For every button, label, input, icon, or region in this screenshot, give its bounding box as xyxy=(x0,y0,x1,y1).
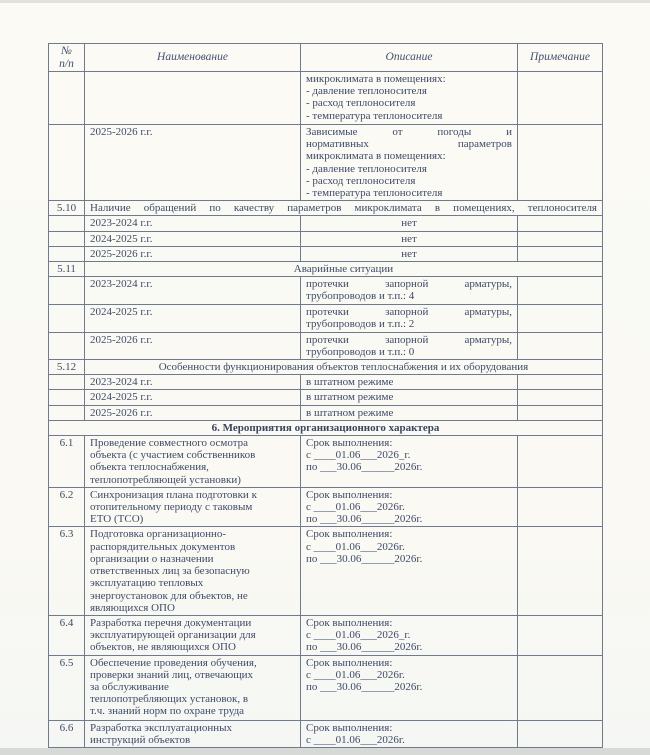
row-number-cell xyxy=(49,231,85,246)
name-cell xyxy=(85,615,301,655)
row-number-cell xyxy=(49,305,85,332)
table-row xyxy=(49,390,603,405)
name-cell xyxy=(85,375,301,390)
table-row xyxy=(49,720,603,747)
column-header-line: № xyxy=(61,45,72,57)
table-row xyxy=(49,216,603,231)
name-line: объекта (с участием собственников xyxy=(90,449,256,462)
description-line: по ___30.06______2026г. xyxy=(306,680,423,693)
table-row xyxy=(49,201,603,216)
table-row xyxy=(49,615,603,655)
table-row xyxy=(49,332,603,359)
section-header-cell: 6. Мероприятия организационного характера xyxy=(49,420,603,435)
row-number-cell: 6.2 xyxy=(49,487,85,527)
row-number-cell: 5.12 xyxy=(49,360,85,375)
description-line: протечки запорной арматуры, xyxy=(306,333,512,346)
description-line: в штатном режиме xyxy=(306,391,394,404)
column-header xyxy=(301,44,518,72)
description-line: с ____01.06___2026г. xyxy=(306,501,405,514)
name-line: проверки знаний лиц, отвечающих xyxy=(90,668,254,681)
row-number-cell xyxy=(49,390,85,405)
description-line: нормативных параметров xyxy=(306,138,512,151)
name-line: 2023-2024 г.г. xyxy=(90,278,153,291)
description-line: Зависимые от погоды и xyxy=(306,126,512,138)
name-cell xyxy=(85,277,301,305)
column-header-line: Примечание xyxy=(530,51,590,64)
description-line: нет xyxy=(401,217,417,230)
row-number-cell xyxy=(49,72,85,125)
table-row xyxy=(49,231,603,246)
name-line: 2023-2024 г.г. xyxy=(90,217,153,230)
table-row xyxy=(49,405,603,420)
description-cell xyxy=(301,246,518,261)
description-line: Срок выполнения: xyxy=(306,656,393,669)
name-line: Подготовка организационно- xyxy=(90,528,227,541)
description-cell xyxy=(301,125,518,201)
note-cell xyxy=(518,305,603,332)
description-line: Срок выполнения: xyxy=(306,488,393,501)
description-line: протечки запорной арматуры, xyxy=(306,278,512,291)
table-row xyxy=(49,375,603,390)
table-row xyxy=(49,360,603,375)
name-line: ответственных лиц за безопасную xyxy=(90,565,250,578)
name-line: Синхронизация плана подготовки к xyxy=(90,488,257,501)
description-cell xyxy=(301,527,518,615)
row-number-cell: 6.3 xyxy=(49,527,85,615)
note-cell xyxy=(518,390,603,405)
note-cell xyxy=(518,72,603,125)
note-cell xyxy=(518,720,603,747)
description-cell xyxy=(301,720,518,747)
description-line: нет xyxy=(401,247,417,260)
description-cell xyxy=(301,615,518,655)
name-cell xyxy=(85,332,301,359)
column-header-line: Описание xyxy=(385,51,433,64)
description-line: Срок выполнения: xyxy=(306,616,393,629)
description-line: по ___30.06______2026г. xyxy=(306,552,423,565)
description-line: в штатном режиме xyxy=(306,406,394,419)
description-line: Срок выполнения: xyxy=(306,528,393,541)
description-line: по ___30.06______2026г. xyxy=(306,461,423,474)
name-line: теплопотребляющих установок, в xyxy=(90,693,249,706)
table-row xyxy=(49,655,603,720)
name-line: распорядительных документов xyxy=(90,540,236,553)
name-line: 2025-2026 г.г. xyxy=(90,247,153,260)
description-line: трубопроводов и т.п.: 0 xyxy=(306,345,415,358)
scan-edge-bottom xyxy=(0,748,650,755)
description-line: - температура теплоносителя xyxy=(306,109,443,122)
description-cell xyxy=(301,390,518,405)
row-number-cell xyxy=(49,216,85,231)
name-line: эксплуатирующей организации для xyxy=(90,629,256,642)
column-header-line: п/п xyxy=(59,57,74,70)
name-cell xyxy=(85,720,301,747)
description-line: - температура теплоносителя xyxy=(306,187,443,200)
note-cell xyxy=(518,615,603,655)
row-number-cell xyxy=(49,277,85,305)
name-cell xyxy=(85,72,301,125)
description-line: по ___30.06______2026г. xyxy=(306,513,423,526)
description-cell xyxy=(301,436,518,488)
row-number-cell: 6.1 xyxy=(49,436,85,488)
note-cell xyxy=(518,527,603,615)
table-row xyxy=(49,72,603,125)
note-cell xyxy=(518,655,603,720)
description-line: микроклимата в помещениях: xyxy=(306,150,446,163)
name-line: 2025-2026 г.г. xyxy=(90,406,153,419)
name-line: Обеспечение проведения обучения, xyxy=(90,656,257,669)
row-number-cell: 5.10 xyxy=(49,201,85,216)
name-line: 2024-2025 г.г. xyxy=(90,391,153,404)
name-cell xyxy=(85,231,301,246)
scan-edge-top xyxy=(0,0,650,3)
description-line: - давление теплоносителя xyxy=(306,162,427,175)
table-row xyxy=(49,262,603,277)
note-cell xyxy=(518,436,603,488)
name-cell xyxy=(85,487,301,527)
description-line: с ____01.06___2026г. xyxy=(306,733,405,746)
description-line: с ____01.06___2026г. xyxy=(306,540,405,553)
row-number-cell: 6.4 xyxy=(49,615,85,655)
description-cell xyxy=(301,655,518,720)
name-line: за обслуживание xyxy=(90,680,169,693)
table-row xyxy=(49,246,603,261)
table-body xyxy=(49,72,603,748)
description-cell xyxy=(301,487,518,527)
table-row xyxy=(49,487,603,527)
column-header-line: Наименование xyxy=(157,51,228,64)
merged-cell: Аварийные ситуации xyxy=(85,262,603,277)
document-table xyxy=(48,43,603,748)
note-cell xyxy=(518,332,603,359)
description-line: трубопроводов и т.п.: 4 xyxy=(306,290,415,303)
description-cell xyxy=(301,72,518,125)
note-cell xyxy=(518,246,603,261)
name-line: т.ч. знаний норм по охране труда xyxy=(90,705,245,718)
row-number-cell xyxy=(49,375,85,390)
merged-cell: Наличие обращений по качеству параметров микроклимата в помещениях, теплоносителя xyxy=(85,201,603,216)
row-number-cell: 6.6 xyxy=(49,720,85,747)
name-cell xyxy=(85,527,301,615)
header-row xyxy=(49,44,603,72)
name-cell xyxy=(85,405,301,420)
name-cell xyxy=(85,436,301,488)
description-line: Срок выполнения: xyxy=(306,721,393,734)
description-line: по ___30.06______2026г. xyxy=(306,641,423,654)
note-cell xyxy=(518,487,603,527)
description-line: - расход теплоносителя xyxy=(306,97,416,110)
merged-cell: Особенности функционирования объектов теплоснабжения и их оборудования xyxy=(85,360,603,375)
name-line: 2023-2024 г.г. xyxy=(90,376,153,389)
name-cell xyxy=(85,390,301,405)
description-line: с ____01.06___2026г. xyxy=(306,668,405,681)
note-cell xyxy=(518,375,603,390)
note-cell xyxy=(518,125,603,201)
name-cell xyxy=(85,246,301,261)
name-line: инструкций объектов xyxy=(90,733,191,746)
table-row xyxy=(49,125,603,201)
description-cell xyxy=(301,332,518,359)
description-cell xyxy=(301,305,518,332)
name-line: теплопотребляющей установки) xyxy=(90,473,241,486)
name-line: 2024-2025 г.г. xyxy=(90,232,153,245)
name-line: 2024-2025 г.г. xyxy=(90,306,153,319)
row-number-cell xyxy=(49,125,85,201)
name-line: Разработка перечня документации xyxy=(90,616,252,629)
note-cell xyxy=(518,277,603,305)
name-line: Разработка эксплуатационных xyxy=(90,721,233,734)
description-cell xyxy=(301,375,518,390)
section-row xyxy=(49,420,603,435)
name-line: Проведение совместного осмотра xyxy=(90,437,249,450)
name-line: отопительному периоду с таковым xyxy=(90,501,253,514)
row-number-cell xyxy=(49,246,85,261)
description-line: микроклимата в помещениях: xyxy=(306,73,446,85)
description-cell xyxy=(301,231,518,246)
name-cell xyxy=(85,655,301,720)
description-cell xyxy=(301,277,518,305)
table-row xyxy=(49,527,603,615)
row-number-cell xyxy=(49,332,85,359)
name-line: энергоустановок для объектов, не xyxy=(90,589,248,602)
description-cell xyxy=(301,216,518,231)
column-header xyxy=(85,44,301,72)
column-header xyxy=(518,44,603,72)
description-line: - расход теплоносителя xyxy=(306,174,416,187)
row-number-cell xyxy=(49,405,85,420)
row-number-cell: 6.5 xyxy=(49,655,85,720)
note-cell xyxy=(518,216,603,231)
name-cell xyxy=(85,125,301,201)
description-line: Срок выполнения: xyxy=(306,437,393,450)
note-cell xyxy=(518,405,603,420)
name-line: 2025-2026 г.г. xyxy=(90,126,153,138)
name-line: ЕТО (ТСО) xyxy=(90,513,144,526)
description-line: протечки запорной арматуры, xyxy=(306,306,512,319)
name-cell xyxy=(85,305,301,332)
name-line: эксплуатацию тепловых xyxy=(90,577,204,590)
note-cell xyxy=(518,231,603,246)
description-cell xyxy=(301,405,518,420)
description-line: с ____01.06___2026_г. xyxy=(306,449,411,462)
table-row xyxy=(49,305,603,332)
name-cell xyxy=(85,216,301,231)
name-line: объектов, не являющихся ОПО xyxy=(90,641,236,654)
description-line: трубопроводов и т.п.: 2 xyxy=(306,318,415,331)
column-header xyxy=(49,44,85,72)
table-row xyxy=(49,436,603,488)
description-line: нет xyxy=(401,232,417,245)
description-line: в штатном режиме xyxy=(306,376,394,389)
name-line: организации о назначении xyxy=(90,552,214,565)
description-line: с ____01.06___2026_г. xyxy=(306,629,411,642)
name-line: объекта теплоснабжения, xyxy=(90,461,209,474)
table-row xyxy=(49,277,603,305)
name-line: являющихся ОПО xyxy=(90,601,175,614)
description-line: - давление теплоносителя xyxy=(306,85,427,98)
name-line: 2025-2026 г.г. xyxy=(90,333,153,346)
table-header xyxy=(49,44,603,72)
row-number-cell: 5.11 xyxy=(49,262,85,277)
